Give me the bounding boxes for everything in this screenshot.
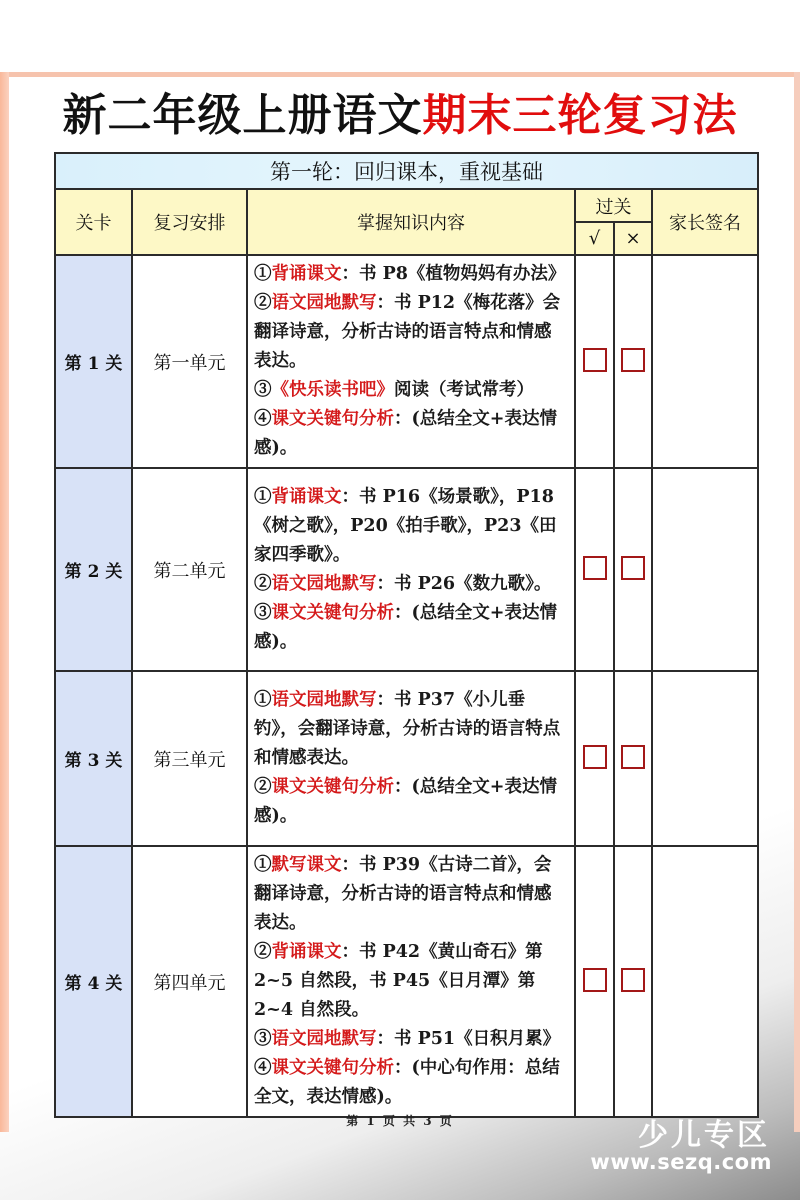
fail-cell bbox=[614, 846, 652, 1117]
page-title bbox=[0, 88, 800, 144]
stage-label: 第 1 关 bbox=[55, 255, 132, 468]
content-line: ①默写课文：书 P39《古诗二首》，会翻译诗意，分析古诗的语言特点和情感表达。 bbox=[254, 855, 552, 933]
knowledge-content bbox=[247, 255, 575, 468]
content-keyword: 语文园地默写 bbox=[271, 1029, 377, 1049]
page-indicator: 第 1 页 共 3 页 bbox=[346, 1114, 454, 1128]
fail-checkbox[interactable] bbox=[621, 348, 645, 372]
fail-cell bbox=[614, 255, 652, 468]
pass-checkbox[interactable] bbox=[583, 968, 607, 992]
content-keyword: 课文关键句分析 bbox=[271, 602, 394, 623]
fail-checkbox[interactable] bbox=[621, 556, 645, 580]
content-keyword: 语文园地默写 bbox=[271, 690, 377, 710]
content-keyword: 背诵课文 bbox=[271, 264, 342, 284]
header-pass-yes: √ bbox=[575, 222, 614, 255]
content-keyword: 课文关键句分析 bbox=[271, 409, 394, 429]
content-keyword: 课文关键句分析 bbox=[271, 1058, 394, 1078]
knowledge-content bbox=[247, 468, 575, 671]
header-knowledge: 掌握知识内容 bbox=[247, 189, 575, 255]
parent-sign-field[interactable] bbox=[652, 255, 758, 468]
unit-label: 第二单元 bbox=[132, 468, 247, 671]
content-keyword: 默写课文 bbox=[271, 855, 342, 875]
content-line: ②背诵课文：书 P42《黄山奇石》第 2~5 自然段，书 P45《日月潭》第 2~4 自然段。 bbox=[254, 942, 543, 1020]
page-border-right bbox=[794, 72, 800, 1132]
parent-sign-field[interactable] bbox=[652, 468, 758, 671]
page-border-top bbox=[0, 72, 800, 77]
stage-label: 第 3 关 bbox=[55, 671, 132, 846]
watermark-url: www.sezq.com bbox=[590, 1150, 772, 1174]
unit-label: 第四单元 bbox=[132, 846, 247, 1117]
parent-sign-field[interactable] bbox=[652, 671, 758, 846]
content-keyword: 《快乐读书吧》 bbox=[271, 380, 394, 400]
header-stage: 关卡 bbox=[55, 189, 132, 255]
content-keyword: 背诵课文 bbox=[271, 486, 342, 507]
pass-cell bbox=[575, 255, 614, 468]
fail-checkbox[interactable] bbox=[621, 745, 645, 769]
review-table bbox=[54, 152, 759, 1118]
content-keyword: 语文园地默写 bbox=[271, 293, 377, 313]
title-black-part: 新二年级上册语文 bbox=[62, 90, 423, 141]
header-parent-sign: 家长签名 bbox=[652, 189, 758, 255]
stage-label: 第 4 关 bbox=[55, 846, 132, 1117]
fail-cell bbox=[614, 671, 652, 846]
pass-checkbox[interactable] bbox=[583, 348, 607, 372]
content-line: ③语文园地默写：书 P51《日积月累》 bbox=[254, 1029, 561, 1049]
table-row bbox=[55, 468, 758, 671]
header-pass: 过关 bbox=[575, 189, 652, 222]
content-line: ③课文关键句分析：(总结全文+表达情感)。 bbox=[254, 602, 557, 652]
content-line: ②语文园地默写：书 P26《数九歌》。 bbox=[254, 573, 552, 594]
knowledge-content bbox=[247, 846, 575, 1117]
pass-cell bbox=[575, 846, 614, 1117]
table-row bbox=[55, 255, 758, 468]
content-line: ①背诵课文：书 P16《场景歌》，P18《树之歌》，P20《拍手歌》，P23《田家四季歌》。 bbox=[254, 486, 557, 565]
pass-checkbox[interactable] bbox=[583, 556, 607, 580]
unit-label: 第一单元 bbox=[132, 255, 247, 468]
content-line: ③《快乐读书吧》阅读（考试常考） bbox=[254, 380, 534, 400]
header-pass-no: × bbox=[614, 222, 652, 255]
pass-cell bbox=[575, 671, 614, 846]
parent-sign-field[interactable] bbox=[652, 846, 758, 1117]
unit-label: 第三单元 bbox=[132, 671, 247, 846]
content-line: ①背诵课文：书 P8《植物妈妈有办法》 bbox=[254, 264, 566, 284]
stage-label: 第 2 关 bbox=[55, 468, 132, 671]
content-line: ①语文园地默写：书 P37《小儿垂钓》，会翻译诗意，分析古诗的语言特点和情感表达。 bbox=[254, 690, 561, 768]
title-red-part: 期末三轮复习法 bbox=[422, 90, 738, 141]
content-keyword: 课文关键句分析 bbox=[271, 777, 394, 797]
content-line: ④课文关键句分析：(中心句作用：总结全文，表达情感)。 bbox=[254, 1058, 560, 1107]
content-keyword: 语文园地默写 bbox=[271, 573, 377, 594]
fail-checkbox[interactable] bbox=[621, 968, 645, 992]
page-border-left bbox=[0, 72, 9, 1132]
watermark-name: 少儿专区 bbox=[638, 1118, 770, 1153]
content-line: ②课文关键句分析：(总结全文+表达情感)。 bbox=[254, 777, 557, 826]
table-row bbox=[55, 671, 758, 846]
round-title: 第一轮：回归课本，重视基础 bbox=[55, 153, 758, 189]
knowledge-content bbox=[247, 671, 575, 846]
content-line: ②语文园地默写：书 P12《梅花落》会翻译诗意，分析古诗的语言特点和情感表达。 bbox=[254, 293, 561, 371]
header-plan: 复习安排 bbox=[132, 189, 247, 255]
content-line: ④课文关键句分析：(总结全文+表达情感)。 bbox=[254, 409, 557, 458]
pass-cell bbox=[575, 468, 614, 671]
content-keyword: 背诵课文 bbox=[271, 942, 342, 962]
fail-cell bbox=[614, 468, 652, 671]
pass-checkbox[interactable] bbox=[583, 745, 607, 769]
table-row bbox=[55, 846, 758, 1117]
